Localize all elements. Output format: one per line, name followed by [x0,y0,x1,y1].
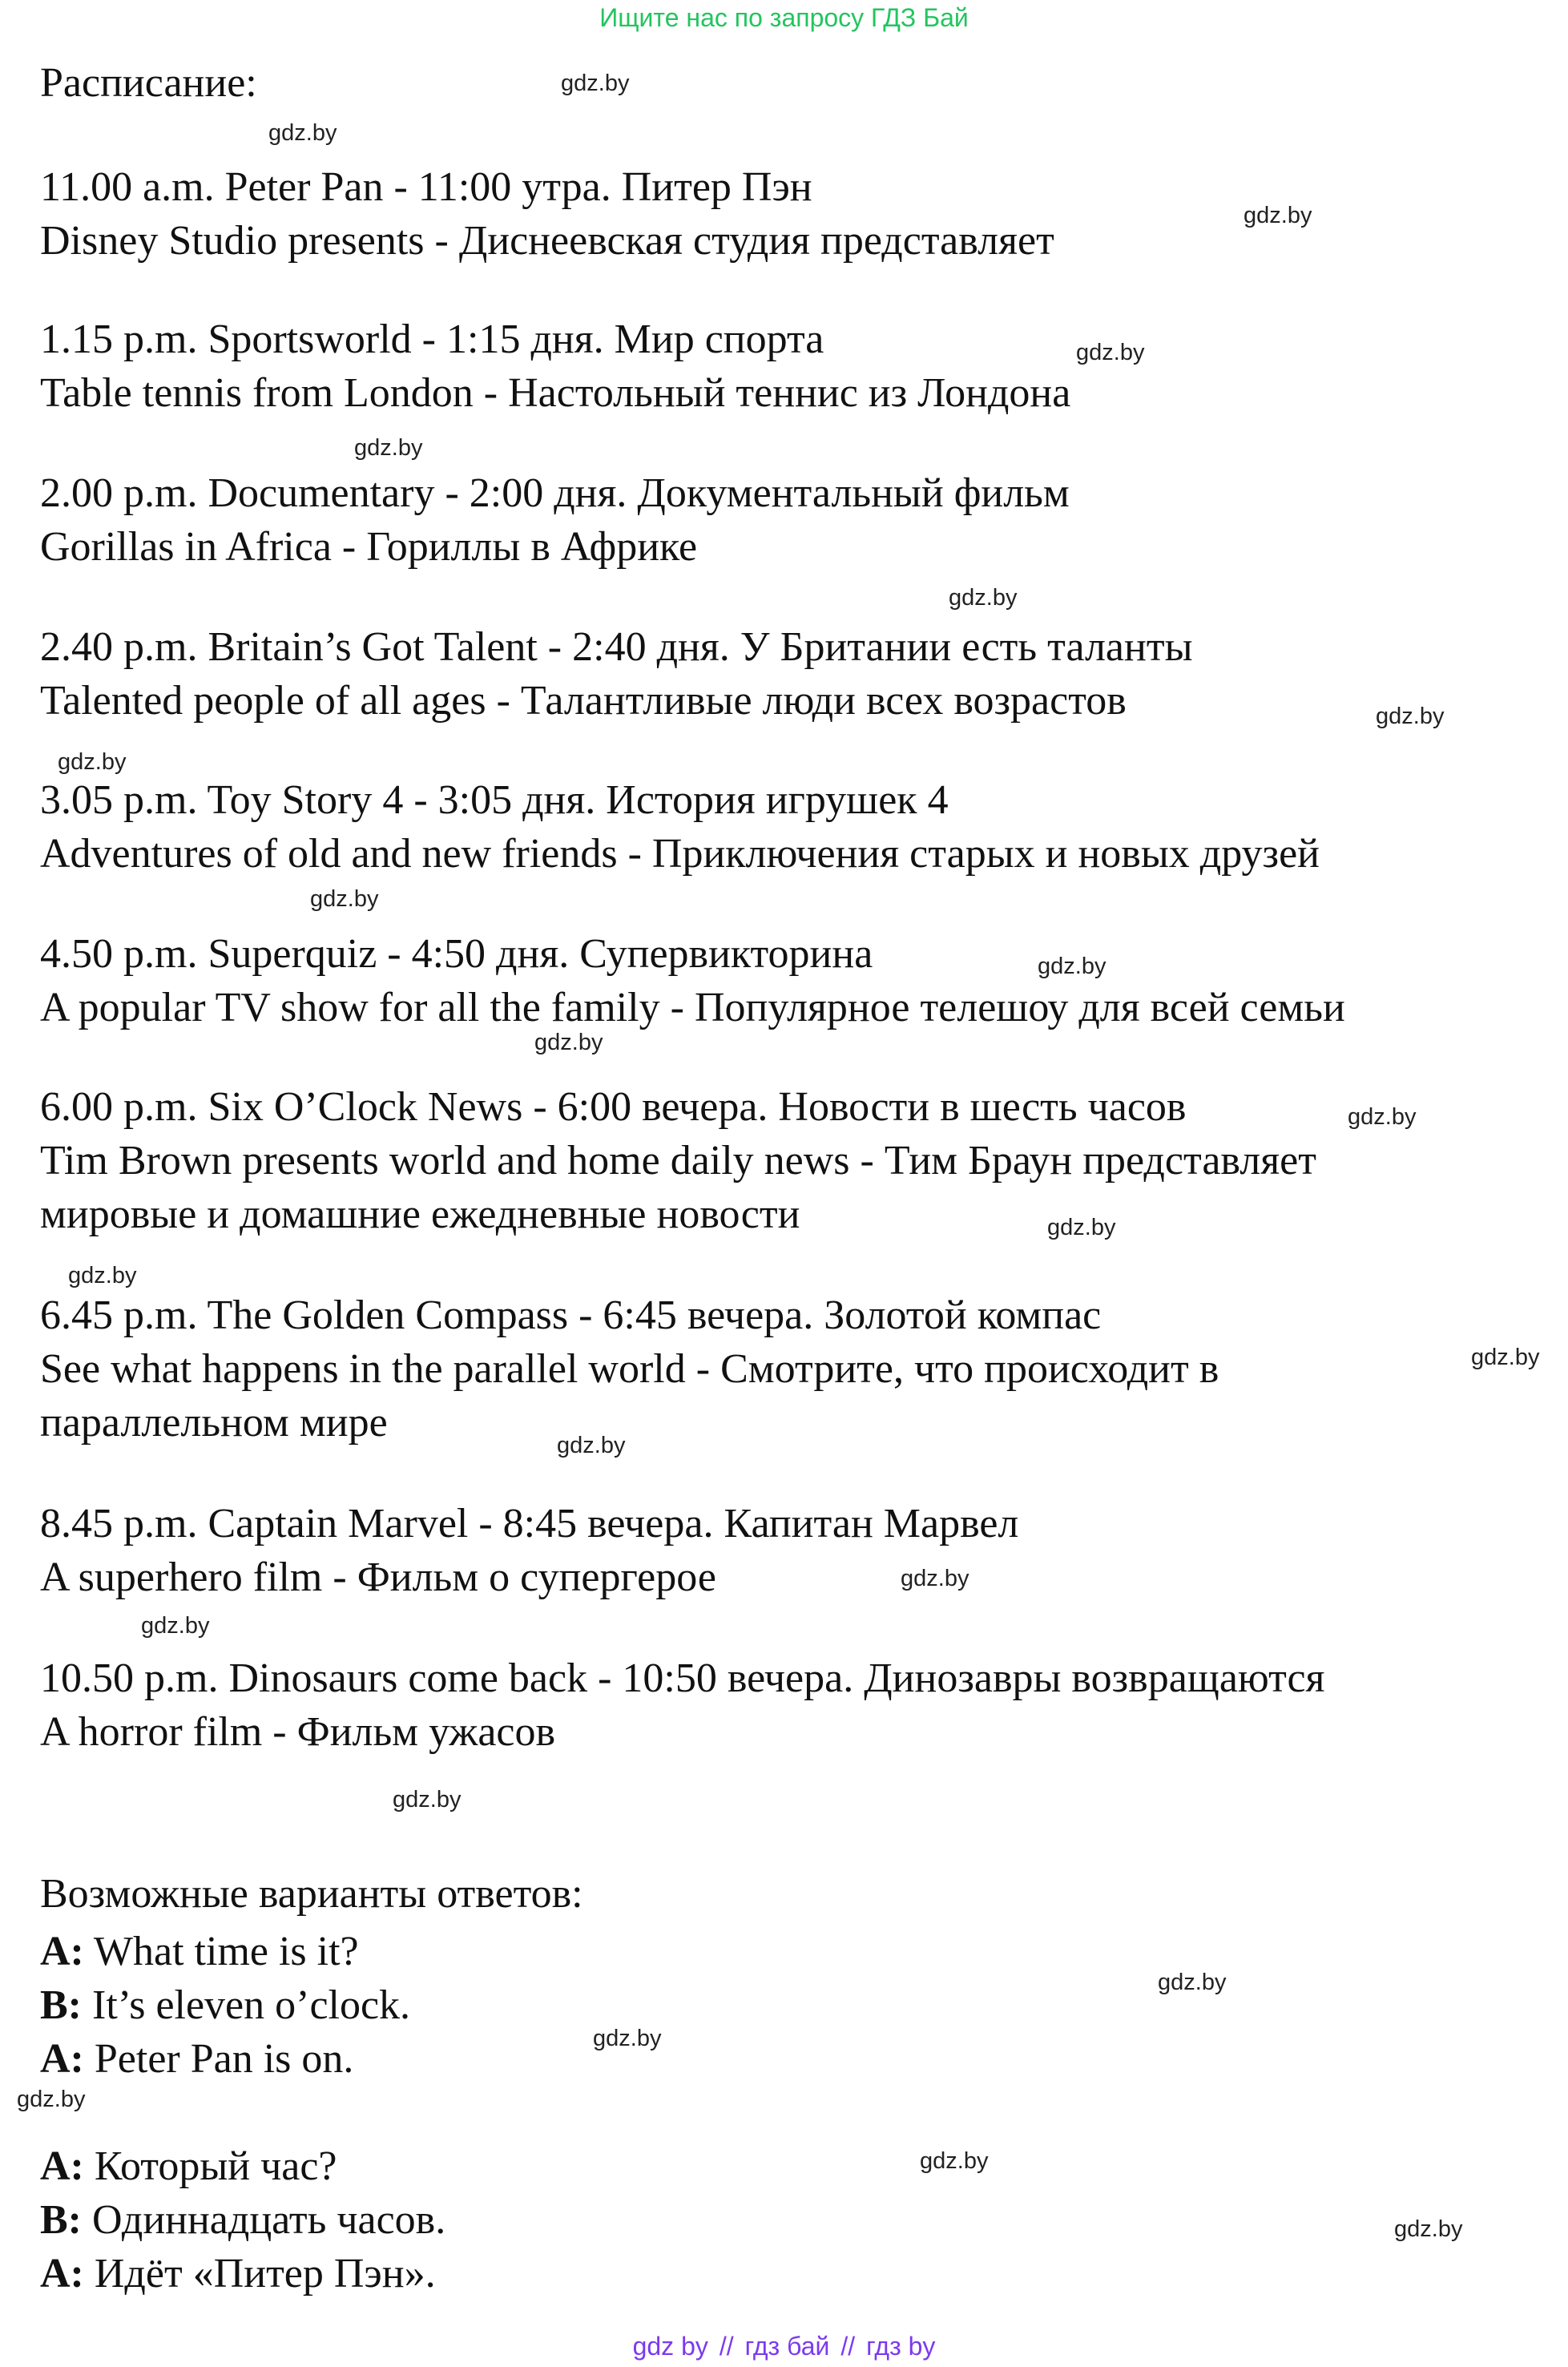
schedule-item-7-line1: 6.00 p.m. Six O’Clock News - 6:00 вечера. Новости в шесть часов [40,1084,1187,1130]
schedule-item-8-line2: See what happens in the parallel world - Смотрите, что происходит в [40,1346,1219,1392]
schedule-title: Расписание: [40,60,257,106]
schedule-item-6-line1: 4.50 p.m. Superquiz - 4:50 дня. Супервикторина [40,931,873,977]
watermark: gdz.by [1471,1345,1540,1370]
schedule-item-8-line3: параллельном мире [40,1400,388,1446]
schedule-item-5-line2: Adventures of old and new friends - Приключения старых и новых друзей [40,831,1320,877]
footer-separator: // [840,2332,856,2361]
footer-link-gdz-by-ru[interactable]: гдз by [866,2332,936,2361]
dialogue-text: Идёт «Питер Пэн». [83,2251,436,2296]
dialogue-text: Peter Pan is on. [83,2036,354,2082]
dialogue-text: What time is it? [83,1929,359,1974]
watermark: gdz.by [1348,1104,1417,1130]
dialogue-line-ru [40,2143,337,2189]
watermark: gdz.by [1376,704,1445,729]
dialogue-line [40,1982,411,2028]
speaker-label: A: [40,2143,84,2189]
watermark: gdz.by [17,2087,86,2112]
watermark: gdz.by [1076,340,1145,365]
watermark: gdz.by [268,120,337,146]
speaker-label: B: [40,2197,82,2243]
speaker-label: A: [40,2036,84,2082]
schedule-item-2-line1: 1.15 p.m. Sportsworld - 1:15 дня. Мир спорта [40,317,824,362]
speaker-label: A: [40,2251,84,2296]
schedule-item-1-line2: Disney Studio presents - Диснеевская студия представляет [40,218,1054,264]
watermark: gdz.by [393,1787,462,1813]
schedule-item-10-line1: 10.50 p.m. Dinosaurs come back - 10:50 вечера. Динозавры возвращаются [40,1655,1325,1701]
schedule-item-2-line2: Table tennis from London - Настольный теннис из Лондона [40,370,1071,416]
watermark: gdz.by [920,2148,989,2174]
schedule-item-3-line2: Gorillas in Africa - Гориллы в Африке [40,524,698,570]
watermark: gdz.by [901,1566,969,1591]
dialogue-text: Одиннадцать часов. [82,2197,446,2243]
dialogue-line-ru [40,2253,436,2295]
watermark: gdz.by [310,886,379,912]
schedule-item-9-line2: A superhero film - Фильм о супергерое [40,1554,716,1600]
watermark: gdz.by [68,1263,137,1288]
watermark: gdz.by [354,435,423,461]
schedule-item-5-line1: 3.05 p.m. Toy Story 4 - 3:05 дня. История игрушек 4 [40,777,949,823]
schedule-item-1-line1: 11.00 a.m. Peter Pan - 11:00 утра. Питер Пэн [40,164,812,210]
speaker-label: A: [40,1929,84,1974]
watermark: gdz.by [561,71,630,96]
watermark: gdz.by [1394,2216,1463,2242]
schedule-item-7-line3: мировые и домашние ежедневные новости [40,1192,800,1237]
schedule-item-8-line1: 6.45 p.m. The Golden Compass - 6:45 вечера. Золотой компас [40,1292,1102,1338]
search-hint-link[interactable]: Ищите нас по запросу ГДЗ Бай [599,3,969,32]
schedule-item-3-line1: 2.00 p.m. Documentary - 2:00 дня. Документальный фильм [40,470,1070,516]
dialogue-text: It’s eleven o’clock. [82,1982,411,2028]
watermark: gdz.by [949,585,1018,611]
watermark: gdz.by [141,1613,210,1639]
dialogue-line-ru [40,2197,446,2243]
schedule-item-9-line1: 8.45 p.m. Captain Marvel - 8:45 вечера. Капитан Марвел [40,1501,1019,1546]
watermark: gdz.by [1038,954,1106,979]
speaker-label: B: [40,1982,82,2028]
dialogue-line [40,1931,359,1973]
watermark: gdz.by [58,749,127,775]
schedule-item-7-line2: Tim Brown presents world and home daily news - Тим Браун представляет [40,1138,1316,1184]
answers-title: Возможные варианты ответов: [40,1871,583,1917]
watermark: gdz.by [534,1030,603,1055]
watermark: gdz.by [1158,1970,1227,1995]
footer-link-gdz-by[interactable]: gdz by [632,2332,708,2361]
watermark: gdz.by [1047,1215,1116,1240]
schedule-item-10-line2: A horror film - Фильм ужасов [40,1709,556,1755]
watermark: gdz.by [593,2026,662,2051]
dialogue-line [40,2038,353,2080]
watermark: gdz.by [1244,203,1312,228]
footer-link-gdz-bai[interactable]: гдз бай [744,2332,830,2361]
schedule-item-6-line2: A popular TV show for all the family - Популярное телешоу для всей семьи [40,985,1345,1030]
footer-links [0,2332,1568,2361]
schedule-item-4-line1: 2.40 p.m. Britain’s Got Talent - 2:40 дня. У Британии есть таланты [40,624,1193,670]
dialogue-text: Который час? [83,2143,337,2189]
schedule-item-4-line2: Talented people of all ages - Талантливые люди всех возрастов [40,678,1127,724]
watermark: gdz.by [557,1433,626,1458]
footer-separator: // [719,2332,734,2361]
